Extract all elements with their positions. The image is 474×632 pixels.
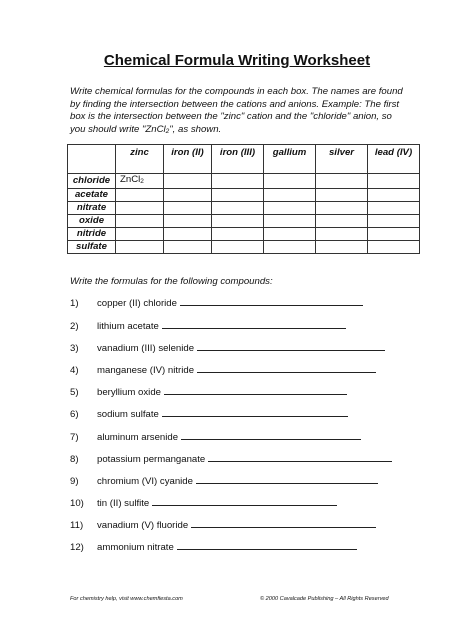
answer-cell[interactable]	[212, 174, 264, 189]
question-text: lithium acetate	[97, 321, 159, 332]
anion-label: nitride	[68, 228, 116, 241]
anion-row	[68, 228, 420, 241]
anion-row	[68, 189, 420, 202]
anion-row	[68, 215, 420, 228]
answer-cell[interactable]	[212, 189, 264, 202]
answer-cell[interactable]	[316, 241, 368, 254]
answer-blank[interactable]	[177, 540, 357, 550]
question-text: manganese (IV) nitride	[97, 365, 195, 376]
corner-cell	[68, 145, 116, 174]
question-item	[70, 363, 376, 376]
answer-blank[interactable]	[196, 474, 378, 484]
answer-cell[interactable]	[164, 202, 212, 215]
question-number: 8)	[70, 454, 79, 465]
answer-cell[interactable]	[264, 228, 316, 241]
question-item	[70, 496, 337, 509]
question-item	[70, 452, 392, 465]
answer-cell[interactable]	[116, 228, 164, 241]
answer-cell[interactable]	[116, 215, 164, 228]
answer-cell[interactable]	[368, 215, 420, 228]
answer-blank[interactable]	[162, 407, 348, 417]
answer-cell[interactable]	[264, 241, 316, 254]
question-text: vanadium (V) fluoride	[97, 520, 189, 531]
anion-label: chloride	[68, 174, 116, 189]
question-number: 10)	[70, 498, 84, 509]
answer-blank[interactable]	[181, 430, 361, 440]
answer-cell[interactable]	[316, 202, 368, 215]
answer-cell[interactable]	[316, 174, 368, 189]
question-item	[70, 385, 347, 398]
example-subscript: 2	[140, 178, 144, 185]
question-text: potassium permanganate	[97, 454, 206, 465]
question-text: copper (II) chloride	[97, 298, 177, 309]
question-text: beryllium oxide	[97, 387, 161, 398]
question-text: chromium (VI) cyanide	[97, 476, 193, 487]
question-number: 9)	[70, 476, 79, 487]
answer-cell[interactable]	[116, 189, 164, 202]
question-item	[70, 319, 346, 332]
instructions-text: Write chemical formulas for the compounds in each box. The names are found by finding the intersection between the cations and anions. Example: The first box is the intersection between the "zinc" cation and the "chloride" anion, so you should write "ZnCl	[70, 86, 403, 135]
answer-cell[interactable]	[164, 241, 212, 254]
question-number: 12)	[70, 542, 84, 553]
answer-cell[interactable]	[164, 174, 212, 189]
question-number: 3)	[70, 343, 79, 354]
footer-copyright: © 2000 Cavalcade Publishing – All Rights Reserved	[260, 596, 389, 602]
answer-blank[interactable]	[152, 496, 337, 506]
anion-row	[68, 241, 420, 254]
answer-cell[interactable]	[264, 215, 316, 228]
answer-cell-example[interactable]	[116, 174, 164, 189]
question-number: 7)	[70, 432, 79, 443]
answer-cell[interactable]	[164, 189, 212, 202]
footer-help-link: For chemistry help, visit www.chemfiesta.com	[70, 596, 183, 602]
answer-cell[interactable]	[368, 189, 420, 202]
cation-header: zinc	[116, 145, 164, 174]
answer-cell[interactable]	[368, 174, 420, 189]
cation-header-row	[68, 145, 420, 174]
anion-label: oxide	[68, 215, 116, 228]
cation-header: gallium	[264, 145, 316, 174]
questions-prompt: Write the formulas for the following compounds:	[70, 276, 273, 287]
question-text: tin (II) sulfite	[97, 498, 150, 509]
question-item	[70, 540, 357, 553]
answer-blank[interactable]	[180, 296, 363, 306]
cation-header: silver	[316, 145, 368, 174]
anion-label: acetate	[68, 189, 116, 202]
question-item	[70, 341, 385, 354]
answer-cell[interactable]	[368, 241, 420, 254]
answer-cell[interactable]	[264, 189, 316, 202]
instructions-subscript: 2	[165, 127, 170, 135]
anion-row	[68, 174, 420, 189]
answer-cell[interactable]	[368, 228, 420, 241]
instructions-text-end: ", as shown.	[169, 123, 222, 135]
question-text: aluminum arsenide	[97, 432, 179, 443]
question-number: 11)	[70, 520, 84, 531]
answer-cell[interactable]	[164, 228, 212, 241]
instructions-paragraph	[70, 86, 410, 138]
cation-header: iron (III)	[212, 145, 264, 174]
answer-cell[interactable]	[116, 202, 164, 215]
answer-blank[interactable]	[197, 363, 376, 373]
answer-cell[interactable]	[212, 202, 264, 215]
answer-blank[interactable]	[164, 385, 347, 395]
answer-cell[interactable]	[316, 228, 368, 241]
question-item	[70, 296, 363, 309]
answer-blank[interactable]	[162, 319, 346, 329]
answer-cell[interactable]	[212, 228, 264, 241]
answer-cell[interactable]	[316, 189, 368, 202]
question-number: 4)	[70, 365, 79, 376]
answer-cell[interactable]	[212, 241, 264, 254]
question-text: vanadium (III) selenide	[97, 343, 195, 354]
formula-grid	[67, 144, 420, 254]
anion-label: sulfate	[68, 241, 116, 254]
anion-row	[68, 202, 420, 215]
question-number: 1)	[70, 298, 79, 309]
answer-blank[interactable]	[208, 452, 392, 462]
answer-blank[interactable]	[197, 341, 385, 351]
cation-header: lead (IV)	[368, 145, 420, 174]
question-number: 2)	[70, 321, 79, 332]
question-item	[70, 430, 361, 443]
answer-cell[interactable]	[164, 215, 212, 228]
example-formula: ZnCl	[120, 174, 141, 185]
question-item	[70, 407, 348, 420]
cation-header: iron (II)	[164, 145, 212, 174]
question-text: sodium sulfate	[97, 409, 159, 420]
answer-cell[interactable]	[264, 202, 316, 215]
answer-cell[interactable]	[212, 215, 264, 228]
answer-cell[interactable]	[368, 202, 420, 215]
question-item	[70, 474, 378, 487]
answer-blank[interactable]	[191, 518, 376, 528]
answer-cell[interactable]	[316, 215, 368, 228]
question-number: 6)	[70, 409, 79, 420]
answer-cell[interactable]	[116, 241, 164, 254]
question-text: ammonium nitrate	[97, 542, 174, 553]
worksheet-title: Chemical Formula Writing Worksheet	[103, 52, 371, 69]
question-item	[70, 518, 376, 531]
question-number: 5)	[70, 387, 79, 398]
answer-cell[interactable]	[264, 174, 316, 189]
anion-label: nitrate	[68, 202, 116, 215]
